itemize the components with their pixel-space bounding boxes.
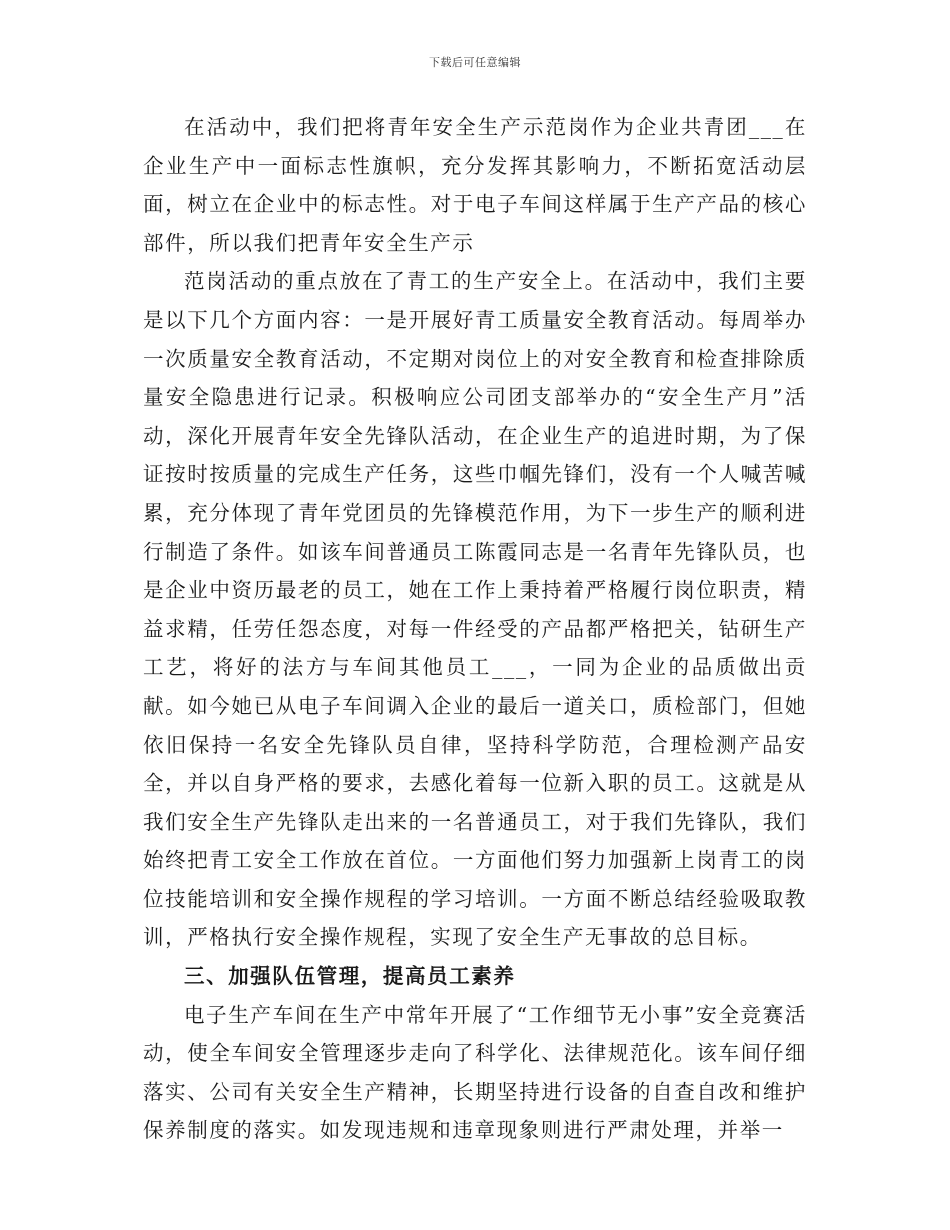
- page-header: 下载后可任意编辑: [429, 56, 521, 69]
- paragraph-activity-intro: 在活动中，我们把将青年安全生产示范岗作为企业共青团___在企业生产中一面标志性旗帜，充分发挥其影响力，不断拓宽活动层面，树立在企业中的标志性。对于电子车间这样属于生产产品的核心部件，所以我们把青年安全生产示: [143, 115, 807, 255]
- document-body: [143, 108, 807, 1150]
- section-heading: 三、加强队伍管理，提高员工素养: [184, 964, 516, 989]
- paragraph-activity-focus: 范岗活动的重点放在了青工的生产安全上。在活动中，我们主要是以下几个方面内容：一是开展好青工质量安全教育活动。每周举办一次质量安全教育活动，不定期对岗位上的对安全教育和检查排除质量安全隐患进行记录。积极响应公司团支部举办的“安全生产月”活动，深化开展青年安全先锋队活动，在企业生产的追进时期，为了保证按时按质量的完成生产任务，这些巾帼先锋们，没有一个人喊苦喊累，充分体现了青年党团员的先锋模范作用，为下一步生产的顺利进行制造了条件。如该车间普通员工陈霞同志是一名青年先锋队员，也是企业中资历最老的员工，她在工作上秉持着严格履行岗位职责，精益求精，任劳任怨态度，对每一件经受的产品都严格把关，钻研生产工艺，将好的法方与车间其他员工___，一同为企业的品质做出贡献。如今她已从电子车间调入企业的最后一道关口，质检部门，但她依旧保持一名安全先锋队员自律，坚持科学防范，合理检测产品安全，并以自身严格的要求，去感化着每一位新入职的员工。这就是从我们安全生产先锋队走出来的一名普通员工，对于我们先锋队，我们始终把青工安全工作放在首位。一方面他们努力加强新上岗青工的岗位技能培训和安全操作规程的学习培训。一方面不断总结经验吸取教训，严格执行安全操作规程，实现了安全生产无事故的总目标。: [143, 269, 807, 950]
- paragraph-team-management: 电子生产车间在生产中常年开展了“工作细节无小事”安全竞赛活动，使全车间安全管理逐步走向了科学化、法律规范化。该车间仔细落实、公司有关安全生产精神，长期坚持进行设备的自查自改和维护保养制度的落实。如发现违规和违章现象则进行严肃处理，并举一: [143, 1002, 807, 1143]
